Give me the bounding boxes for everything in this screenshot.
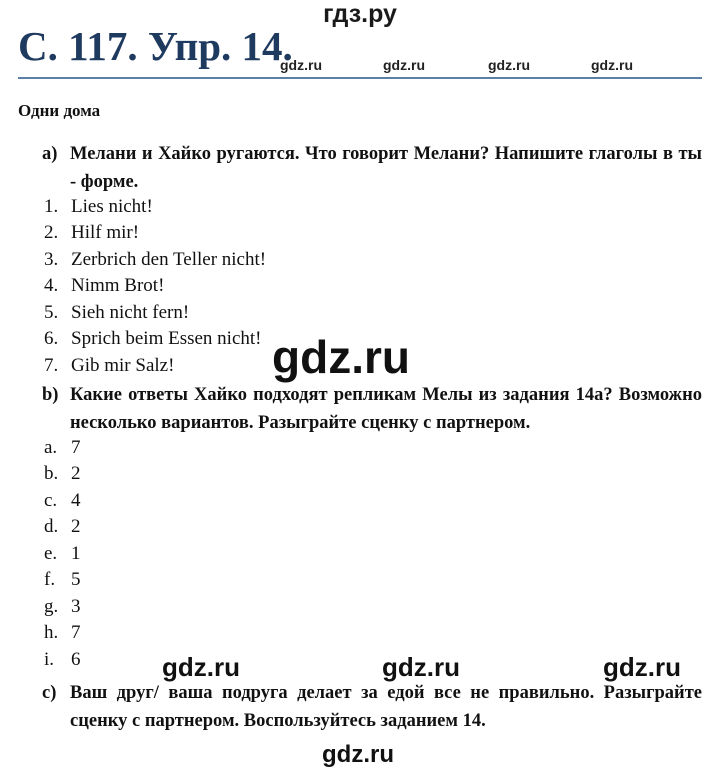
task-b: [42, 381, 702, 437]
title-underline: [18, 77, 702, 79]
list-item: [44, 541, 81, 567]
list-item: [44, 220, 139, 246]
watermark: gdz.ru: [322, 741, 394, 768]
task-instruction: Какие ответы Хайко подходят репликам Мелы из задания 14а? Возможно несколько вариантов. Разыграйте сценку с партнером.: [70, 385, 702, 433]
item-letter: g.: [44, 596, 59, 617]
task-instruction: Ваш друг/ ваша подруга делает за едой все не правильно. Разыграйте сценку с партнером. Воспользуйтесь заданием 14.: [70, 683, 702, 731]
item-letter: i.: [44, 649, 55, 670]
header-watermark: gdz.ru: [383, 57, 425, 73]
item-letter: h.: [44, 622, 59, 643]
item-letter: c.: [44, 490, 58, 511]
item-text: Lies nicht!: [71, 196, 153, 217]
header-watermark: gdz.ru: [280, 57, 322, 73]
item-number: 2.: [44, 222, 59, 243]
watermark: gdz.ru: [382, 652, 460, 682]
item-letter: e.: [44, 543, 58, 564]
page-title: С. 117. Упр. 14.: [18, 23, 293, 69]
item-number: 4.: [44, 275, 59, 296]
item-letter: a.: [44, 437, 58, 458]
list-item: [44, 194, 153, 220]
item-number: 5.: [44, 302, 59, 323]
watermark: gdz.ru: [272, 331, 410, 383]
item-text: 2: [71, 516, 81, 537]
item-text: 2: [71, 463, 81, 484]
item-text: Sprich beim Essen nicht!: [71, 328, 262, 349]
item-letter: b.: [44, 463, 59, 484]
item-text: 4: [71, 490, 81, 511]
list-item: [44, 247, 266, 273]
item-text: Sieh nicht fern!: [71, 302, 190, 323]
list-item: [44, 435, 81, 461]
header-watermark: gdz.ru: [591, 57, 633, 73]
item-text: Hilf mir!: [71, 222, 140, 243]
watermark: gdz.ru: [603, 652, 681, 682]
task-instruction: Мелани и Хайко ругаются. Что говорит Мелани? Напишите глаголы в ты - форме.: [70, 144, 702, 192]
list-item: [44, 488, 81, 514]
item-text: 1: [71, 543, 81, 564]
list-item: [44, 620, 81, 646]
watermark: gdz.ru: [162, 652, 240, 682]
header-watermark: gdz.ru: [488, 57, 530, 73]
list-item: [44, 273, 164, 299]
list-item: [44, 647, 81, 673]
item-number: 7.: [44, 355, 59, 376]
item-text: 7: [71, 437, 81, 458]
item-text: Gib mir Salz!: [71, 355, 175, 376]
item-number: 1.: [44, 196, 59, 217]
list-item: [44, 326, 262, 352]
list-item: [44, 461, 81, 487]
item-text: 5: [71, 569, 81, 590]
item-text: 7: [71, 622, 81, 643]
list-item: [44, 300, 189, 326]
task-c: [42, 679, 702, 735]
item-text: 3: [71, 596, 81, 617]
list-item: [44, 594, 81, 620]
item-text: 6: [71, 649, 81, 670]
section-heading: Одни дома: [18, 101, 101, 120]
item-number: 3.: [44, 249, 59, 270]
item-letter: d.: [44, 516, 59, 537]
item-number: 6.: [44, 328, 59, 349]
list-item: [44, 514, 81, 540]
site-title: гдз.ру: [323, 0, 397, 28]
task-a: [42, 140, 702, 196]
list-item: [44, 353, 174, 379]
item-text: Zerbrich den Teller nicht!: [71, 249, 267, 270]
task-letter: b): [42, 385, 59, 405]
item-text: Nimm Brot!: [71, 275, 165, 296]
item-letter: f.: [44, 569, 56, 590]
task-letter: c): [42, 683, 57, 703]
list-item: [44, 567, 81, 593]
task-letter: a): [42, 144, 58, 164]
